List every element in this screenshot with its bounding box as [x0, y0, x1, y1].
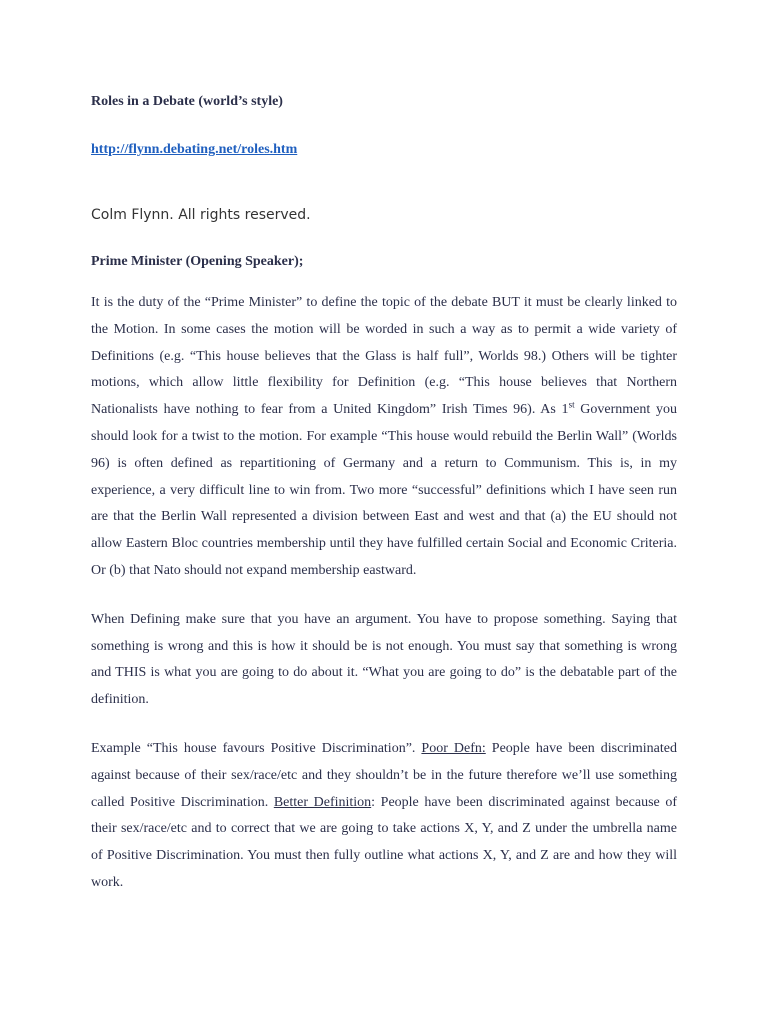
paragraph-text: Government you should look for a twist to the motion. For example “This house would rebuild the Berlin Wall” (Worlds 96) is often defined as repartitioning of Germany and a return to Communism. This is, in my experience, a very difficult line to win from. Two more “successful” definitions which I have seen run are that the Berlin Wall represented a division between East and west and that (a) the EU should not allow Eastern Bloc countries membership until they have fulfilled certain Social and Economic Criteria. Or (b) that Nato should not expand membership eastward. [91, 402, 677, 578]
paragraph-text: It is the duty of the “Prime Minister” to define the topic of the debate BUT it must be clearly linked to the Motion. In some cases the motion will be worded in such a way as to permit a wide variety of Definitions (e.g. “This house believes that the Glass is half full”, Worlds 98.) Others will be tighter motions, which allow little flexibility for Definition (e.g. “This house believes that Northern Nationalists have nothing to fear from a United Kingdom” Irish Times 96). As 1 [91, 295, 677, 418]
poor-definition-label: Poor Defn: [421, 740, 486, 756]
better-definition-text: : People have been discriminated against because of their sex/race/etc and to correct that we are going to take actions X, Y, and Z under the umbrella name of Positive Discrimination. You must then fully outline what actions X, Y, and Z are and how they will work. [91, 794, 677, 890]
copyright-notice: Colm Flynn. All rights reserved. [91, 207, 311, 223]
paragraph-defining-argument: When Defining make sure that you have an argument. You have to propose something. Saying that something is wrong and this is how it should be is not enough. You must say that something is wrong and THIS is what you are going to do about it. “What you are going to do” is the debatable part of the definition. [91, 611, 677, 708]
source-link-line [91, 139, 677, 183]
document-body [91, 92, 677, 919]
document-title: Roles in a Debate (world’s style) [91, 94, 283, 109]
example-intro: Example “This house favours Positive Discrimination”. [91, 740, 422, 756]
ordinal-superscript: st [568, 399, 575, 410]
section-heading-prime-minister: Prime Minister (Opening Speaker); [91, 254, 304, 269]
paragraph-example [91, 736, 677, 897]
poor-definition-text: People have been discriminated against because of their sex/race/etc and they shouldn’t be in the future therefore we’ll use something called Positive Discrimination. [91, 740, 677, 810]
source-link[interactable]: http://flynn.debating.net/roles.htm [91, 142, 298, 157]
better-definition-label: Better Definition [273, 794, 372, 810]
paragraph-definition-duty [91, 290, 677, 585]
